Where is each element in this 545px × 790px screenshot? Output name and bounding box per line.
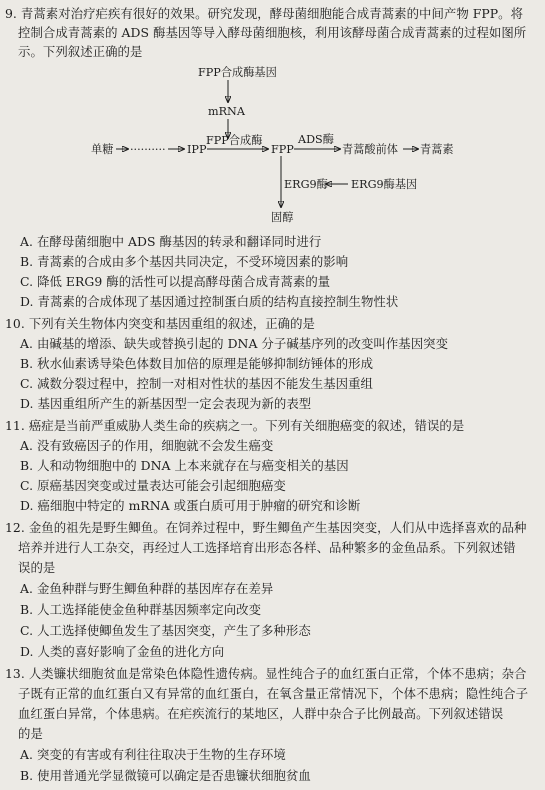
mrna-label: mRNA [208,105,245,118]
q9-option-d: D. 青蒿素的合成体现了基因通过控制蛋白质的结构直接控制生物性状 [20,294,399,309]
precursor-label: 青蒿酸前体 [342,143,398,156]
q10-option-a: A. 由碱基的增添、缺失或替换引起的 DNA 分子碱基序列的改变叫作基因突变 [20,336,449,351]
q11-option-d: D. 癌细胞中特定的 mRNA 或蛋白质可用于肿瘤的研究和诊断 [20,498,361,513]
q11-stem: 11. 癌症是当前严重威胁人类生命的疾病之一。下列有关细胞癌变的叙述，错误的是 [5,418,465,433]
q12-option-a: A. 金鱼种群与野生鲫鱼种群的基因库存在差异 [20,581,274,596]
q9-stem-line-3: 示。下列叙述正确的是 [18,44,143,59]
q12-option-d: D. 人类的喜好影响了金鱼的进化方向 [20,644,225,659]
q12-stem-line-1: 12. 金鱼的祖先是野生鲫鱼。在饲养过程中，野生鲫鱼产生基因突变，人们从中选择喜欢的品种 [5,520,527,535]
q10-stem: 10. 下列有关生物体内突变和基因重组的叙述，正确的是 [5,316,315,331]
q10-option-d: D. 基因重组所产生的新基因型一定会表现为新的表型 [20,396,312,411]
q9-stem-line-1: 9. 青蒿素对治疗疟疾有很好的效果。研究发现，酵母菌细胞能合成青蒿素的中间产物 FPP。将 [5,6,524,21]
pathway-dots: ·········· [130,143,166,156]
q13-stem-line-2: 子既有正常的血红蛋白又有异常的血红蛋白，在氧含量正常情况下，个体不患病；隐性纯合子 [18,686,529,701]
fpp-enzyme-label: FPP合成酶 [206,134,263,147]
q9-stem-line-2: 控制合成青蒿素的 ADS 酶基因等导入酵母菌细胞核，利用该酵母菌合成青蒿素的过程如图所 [18,25,527,40]
sugar-label: 单糖 [91,143,114,156]
q12-option-b: B. 人工选择能使金鱼种群基因频率定向改变 [20,602,262,617]
erg9-enzyme-label: ERG9酶 [284,178,328,191]
q11-option-c: C. 原癌基因突变或过量表达可能会引起细胞癌变 [20,478,286,493]
q10-option-c: C. 减数分裂过程中，控制一对相对性状的基因不能发生基因重组 [20,376,373,391]
q13-stem-line-3: 血红蛋白异常，个体患病。在疟疾流行的某地区，人群中杂合子比例最高。下列叙述错误 [18,706,504,721]
erg9-gene-label: ERG9酶基因 [351,178,418,191]
fpp-label: FPP [271,143,294,156]
q9-option-c: C. 降低 ERG9 酶的活性可以提高酵母菌合成青蒿素的量 [20,274,331,289]
ads-enzyme-label: ADS酶 [298,133,334,146]
q11-option-a: A. 没有致癌因子的作用，细胞就不会发生癌变 [20,438,274,453]
q13-option-b: B. 使用普通光学显微镜可以确定是否患镰状细胞贫血 [20,768,311,783]
ipp-label: IPP [187,143,207,156]
q12-option-c: C. 人工选择使鲫鱼发生了基因突变，产生了多种形态 [20,623,311,638]
fpp-gene-label: FPP合成酶基因 [198,66,277,79]
q9-option-b: B. 青蒿素的合成由多个基因共同决定，不受环境因素的影响 [20,254,349,269]
q12-stem-line-2: 培养并进行人工杂交，再经过人工选择培育出形态各样、品种繁多的金鱼品系。下列叙述错 [18,540,516,555]
artemisinin-synthesis-diagram [80,66,460,232]
q10-option-b: B. 秋水仙素诱导染色体数目加倍的原理是能够抑制纺锤体的形成 [20,356,374,371]
sterol-label: 固醇 [271,211,294,224]
artemisinin-label: 青蒿素 [420,143,454,156]
q9-option-a: A. 在酵母菌细胞中 ADS 酶基因的转录和翻译同时进行 [20,234,322,249]
q13-stem-line-1: 13. 人类镰状细胞贫血是常染色体隐性遗传病。显性纯合子的血红蛋白正常，个体不患病；杂合 [5,666,527,681]
q13-option-a: A. 突变的有害或有利往往取决于生物的生存环境 [20,747,286,762]
q11-option-b: B. 人和动物细胞中的 DNA 上本来就存在与癌变相关的基因 [20,458,349,473]
q12-stem-line-3: 误的是 [18,560,56,575]
q13-stem-line-4: 的是 [18,726,43,741]
